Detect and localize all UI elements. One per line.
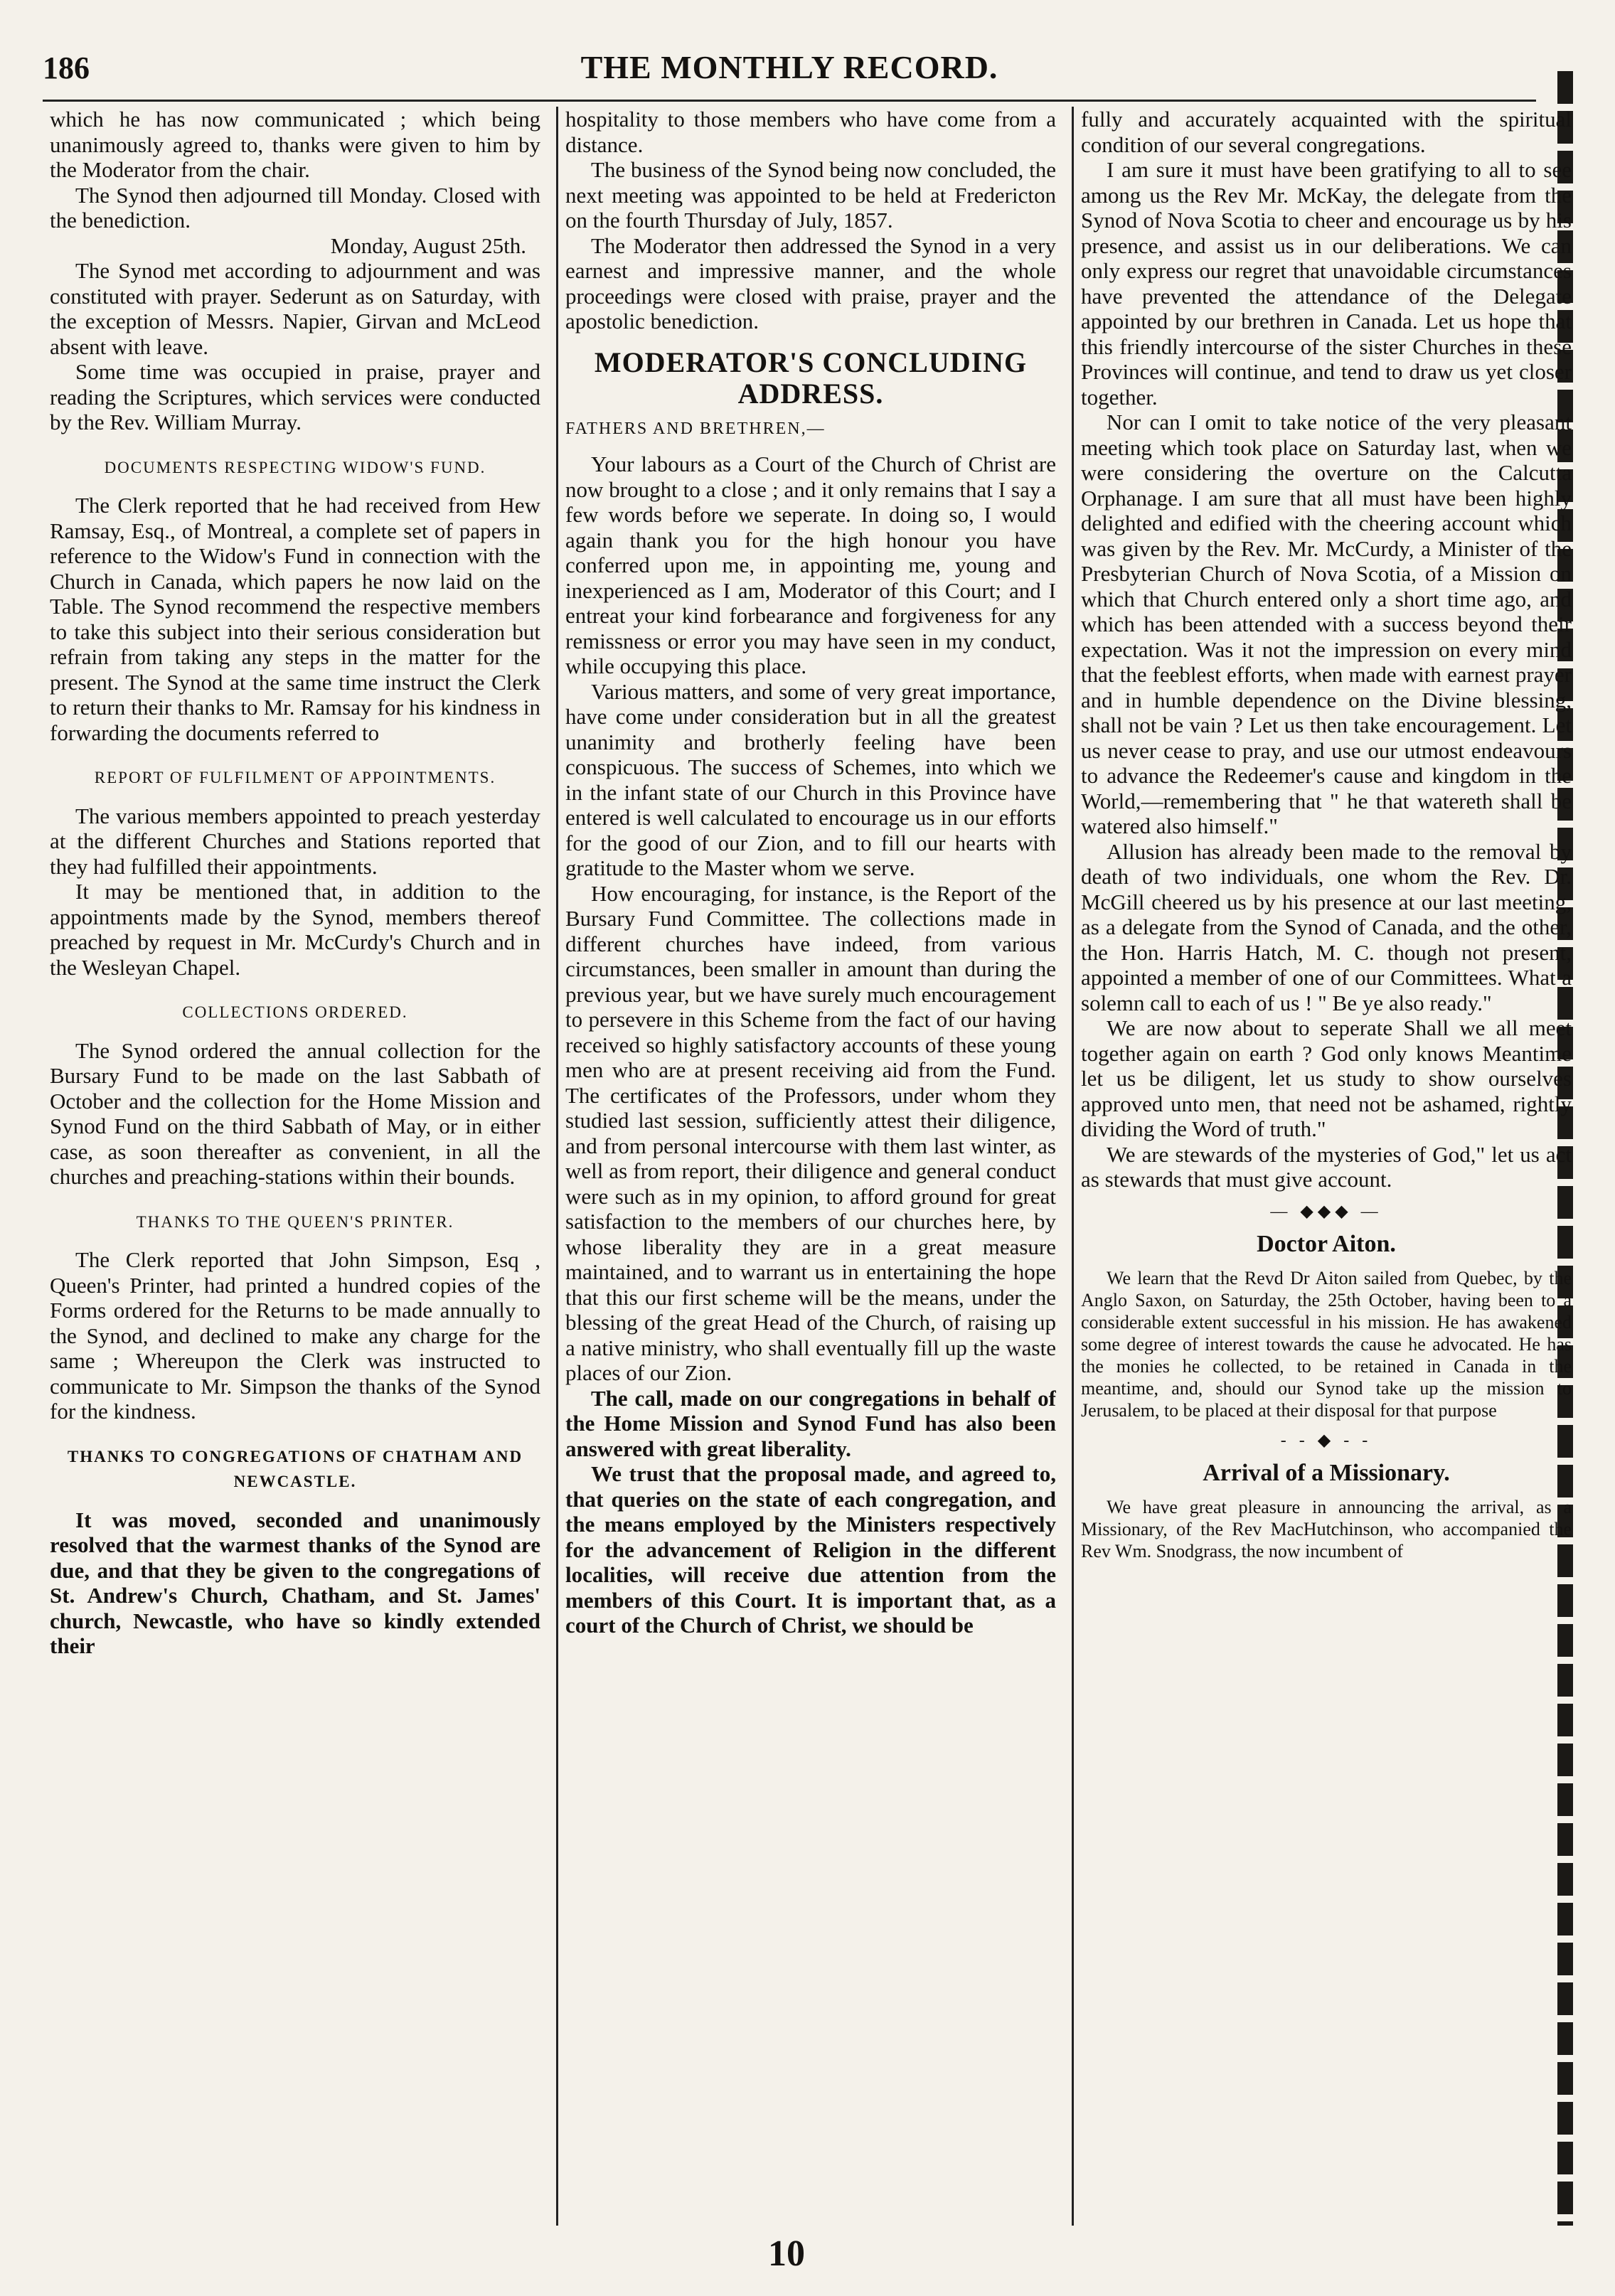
- column-rule-1: [556, 107, 558, 2226]
- section-heading: COLLECTIONS ORDERED.: [182, 1003, 408, 1021]
- ornament-divider: — ◆◆◆ —: [1270, 1202, 1382, 1221]
- page-header: [43, 43, 1536, 100]
- section-heading: REPORT OF FULFILMENT OF APPOINTMENTS.: [94, 769, 496, 786]
- section-heading: THANKS TO CONGREGATIONS OF CHATHAM AND NEWCASTLE.: [67, 1447, 523, 1490]
- ornament-divider: - - ◆ - -: [1280, 1431, 1373, 1450]
- paragraph: We are stewards of the mysteries of God," let us act as stewards that must give account.: [1081, 1141, 1572, 1192]
- paragraph: It may be mentioned that, in addition to the appointments made by the Synod, members thereof preached by request in Mr. McCurdy's Church and in the Wesleyan Chapel.: [50, 879, 540, 980]
- header-rule: [43, 100, 1536, 102]
- paragraph: We trust that the proposal made, and agreed to, that queries on the state of each congregation, and the means employed by the Ministers respectively for the advancement of Religion in the different localities, will receive due attention from the members of this Court. It is important that, as a court of the Church of Christ, we should be: [565, 1461, 1056, 1638]
- paragraph: The Clerk reported that John Simpson, Esq , Queen's Printer, had printed a hundred copies of the Forms ordered for the Returns to be made annually to the Synod, and declined to make any charge for the same ; Whereupon the Clerk was instructed to communicate to Mr. Simpson the thanks of the Synod for the kindness.: [50, 1247, 540, 1424]
- paragraph: Various matters, and some of very great importance, have come under consideration but in all the greatest unanimity and brotherly feeling have been conspicuous. The success of Schemes, into which we in the infant state of our Church in this Province have entered is well calculated to encourage us in our efforts for the good of our Zion, and to fill our hearts with gratitude to the Master whom we serve.: [565, 678, 1056, 880]
- folio-number: 10: [768, 2233, 805, 2274]
- paragraph: The Clerk reported that he had received from Hew Ramsay, Esq., of Montreal, a complete set of papers in reference to the Widow's Fund in connection with the Church in Canada, which papers he now laid on the Table. The Synod recommend the respective members to take this subject into their serious consideration but refrain from taking any steps in the matter for the present. The Synod at the same time instruct the Clerk to return their thanks to Mr. Ramsay for his kindness in forwarding the documents referred to: [50, 493, 540, 745]
- paragraph: Allusion has already been made to the removal by death of two individuals, one whom the Rev. Dr. McGill cheered us by his presence at our last meeting, as a delegate from the Synod of Canada, and the other, the Hon. Harris Hatch, M. C. though not present, appointed a member of one of our Committees. What a solemn call to each of us ! " Be ye also ready.": [1081, 838, 1572, 1015]
- paragraph: It was moved, seconded and unanimously resolved that the warmest thanks of the Synod are due, and that they be given to the congregations of St. Andrew's Church, Chatham, and St. James' church, Newcastle, who have so kindly extended their: [50, 1507, 540, 1658]
- column-rule-2: [1072, 107, 1074, 2226]
- column-3: [1081, 107, 1572, 2204]
- paragraph: The Synod then adjourned till Monday. Closed with the benediction.: [50, 182, 540, 233]
- section-heading: DOCUMENTS RESPECTING WIDOW'S FUND.: [104, 458, 486, 476]
- column-1: [50, 107, 540, 2204]
- paragraph: hospitality to those members who have come from a distance.: [565, 107, 1056, 157]
- paragraph: The various members appointed to preach yesterday at the different Churches and Stations reported that they had fulfilled their appointments.: [50, 803, 540, 879]
- paragraph: Nor can I omit to take notice of the very pleasant meeting which took place on Saturday last, when we were considering the overture on the Calcutta Orphanage. I am sure that all must have been highly delighted and edified with the cheering account which was given by the Rev. Mr. McCurdy, a Minister of the Presbyterian Church of Nova Scotia, of a Mission on which that Church entered only a short time ago, and which has been attended with a success beyond their expectation. Was it not the impression on every mind that the feeblest efforts, when made with earnest prayer and in humble dependence on the Divine blessing, shall not be vain ? Let us then take encouragement. Let us never cease to pray, and use our utmost endeavours to advance the Redeemer's cause and kingdom in the World,—remembering that " he that watereth shall be watered also himself.": [1081, 410, 1572, 838]
- paragraph: Some time was occupied in praise, prayer and reading the Scriptures, which services were conducted by the Rev. William Murray.: [50, 359, 540, 434]
- paragraph: We are now about to seperate Shall we all meet together again on earth ? God only knows Meantime let us be diligent, let us study to show ourselves approved unto men, that need not be ashamed, rightly dividing the Word of truth.": [1081, 1015, 1572, 1141]
- address-heading: MODERATOR'S CONCLUDING ADDRESS.: [594, 346, 1028, 410]
- salutation: FATHERS AND BRETHREN,—: [565, 419, 826, 438]
- paragraph: I am sure it must have been gratifying to all to see among us the Rev Mr. McKay, the delegate from the Synod of Nova Scotia to cheer and encourage us by his presence, and assist us in our deliberations. We can only express our regret that unavoidable circumstances have prevented the attendance of the Delegate appointed by our brethren in Canada. Let us hope that this friendly intercourse of the sister Churches in these Provinces will continue, and tend to draw us yet closer together.: [1081, 157, 1572, 410]
- paragraph: The call, made on our congregations in behalf of the Home Mission and Synod Fund has also been answered with great liberality.: [565, 1385, 1056, 1461]
- paragraph: The Synod met according to adjournment and was constituted with prayer. Sederunt as on Saturday, with the exception of Messrs. Napier, Girvan and McLeod absent with leave.: [50, 258, 540, 359]
- section-heading: THANKS TO THE QUEEN'S PRINTER.: [136, 1212, 454, 1231]
- paragraph: Your labours as a Court of the Church of Christ are now brought to a close ; and it only remains that I say a few words before we seperate. In doing so, I would again thank you for the high honour you have conferred upon me, in appointing me, young and inexperienced as I am, Moderator of this Court; and I entreat your kind forbearance and forgiveness for any remissness or error you may have seen in my conduct, while occupying this place.: [565, 452, 1056, 678]
- dateline: Monday, August 25th.: [330, 233, 526, 258]
- paragraph: fully and accurately acquainted with the spiritual condition of our several congregations.: [1081, 107, 1572, 157]
- page-number: 186: [43, 50, 90, 85]
- paragraph: We have great pleasure in announcing the arrival, as a Missionary, of the Rev MacHutchinson, who accompanied the Rev Wm. Snodgrass, the now incumbent of: [1081, 1496, 1572, 1561]
- article-heading: Arrival of a Missionary.: [1203, 1460, 1450, 1486]
- paragraph: The Synod ordered the annual collection for the Bursary Fund to be made on the last Sabbath of October and the collection for the Home Mission and Synod Fund on the third Sabbath of May, or in either case, as soon thereafter as convenient, in all the churches and preaching-stations within their bounds.: [50, 1037, 540, 1189]
- paragraph: which he has now communicated ; which being unanimously agreed to, thanks were given to him by the Moderator from the chair.: [50, 107, 540, 182]
- paragraph: How encouraging, for instance, is the Report of the Bursary Fund Committee. The collections made in different churches have indeed, from various circumstances, been smaller in amount than during the previous year, but we have surely much encouragement to persevere in this Scheme from the fact of our having received so highly satisfactory accounts of these young men who are at present receiving aid from the Fund. The certificates of the Professors, under whom they studied last session, sufficiently attest their diligence, and from personal intercourse with them last winter, as well as from report, their diligence and general conduct were such as in my opinion, to afford ground for great satisfaction to the members of our churches here, by whose liberality they are in a great measure maintained, and to warrant us in entertaining the hope that this our first scheme will be the means, under the blessing of the great Head of the Church, of raising up a native ministry, who shall eventually fill up the waste places of our Zion.: [565, 880, 1056, 1385]
- paragraph: We learn that the Revd Dr Aiton sailed from Quebec, by the Anglo Saxon, on Saturday, the 25th October, having been to a considerable extent successful in his mission. He has awakened some degree of interest towards the cause he advocated. He has the monies he collected, to be retained in Canada in the meantime, and, should our Synod take up the mission to Jerusalem, to be placed at their disposal for that purpose: [1081, 1267, 1572, 1421]
- paragraph: The Moderator then addressed the Synod in a very earnest and impressive manner, and the whole proceedings were closed with praise, prayer and the apostolic benediction.: [565, 233, 1056, 333]
- article-heading: Doctor Aiton.: [1257, 1231, 1396, 1257]
- running-title: THE MONTHLY RECORD.: [580, 49, 998, 85]
- column-2: [565, 107, 1056, 2204]
- paragraph: The business of the Synod being now concluded, the next meeting was appointed to be held at Fredericton on the fourth Thursday of July, 1857.: [565, 157, 1056, 233]
